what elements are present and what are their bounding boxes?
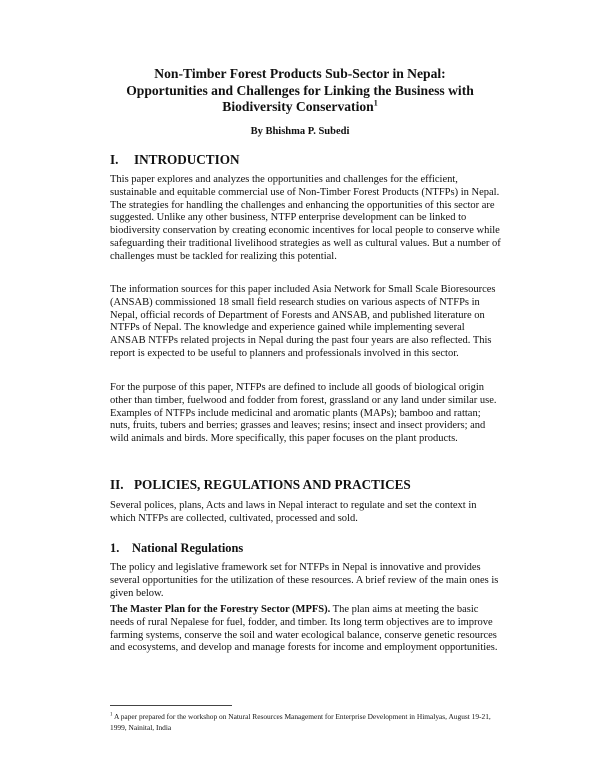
author-byline: By Bhishma P. Subedi <box>250 126 350 137</box>
national-paragraph-1: The policy and legislative framework set for NTFPs in Nepal is innovative and provides several opportunities for the utilization of these resources. A brief review of the main ones is given below. <box>110 562 499 599</box>
paper-title <box>90 66 510 116</box>
title-line-1: Non-Timber Forest Products Sub-Sector in Nepal: <box>154 66 446 81</box>
section-title: POLICIES, REGULATIONS AND PRACTICES <box>134 477 411 492</box>
footnote-separator <box>110 705 232 706</box>
policies-paragraph-1: Several polices, plans, Acts and laws in Nepal interact to regulate and set the context in which NTFPs are collected, cultivated, processed and sold. <box>110 500 477 524</box>
subsection-heading-national-regulations <box>110 541 243 556</box>
mpfs-lead-in: The Master Plan for the Forestry Sector (MPFS). <box>110 604 331 615</box>
title-line-3: Biodiversity Conservation <box>222 99 374 114</box>
section-heading-introduction <box>110 152 240 168</box>
intro-paragraph-1: This paper explores and analyzes the opportunities and challenges for the efficient, sustainable and equitable commercial use of Non-Timber Forest Products (NTFPs) in Nepal. The strategies for handling the challenges and enhancing the opportunities of this sector are suggested. Unlike any other business, NTFP enterprise development can be linked to biodiversity conservation by creating economic incentives for local people to conserve while safeguarding their traditional livelihood strategies as well as cultural values. But a number of challenges must be tackled for realizing this potential. <box>110 174 501 262</box>
section-title: INTRODUCTION <box>134 152 240 167</box>
section-number: I. <box>110 152 119 167</box>
subsection-number: 1. <box>110 541 120 555</box>
intro-paragraph-2: The information sources for this paper included Asia Network for Small Scale Bioresources (ANSAB) commissioned 18 small field research studies on various aspects of NTFPs in Nepal, official records of Department of Forests and ANSAB, and published literature on NTFPs of Nepal. The knowledge and experience gained while implementing several ANSAB NTFPs related projects in Nepal during the past four years are also reflected. This report is expected to be useful to planners and professionals involved in this sector. <box>110 284 496 359</box>
mpfs-text: The plan aims at meeting the basic needs of rural Nepalese for fuel, fodder, and timber. Its long term objectives are to improve farming systems, conserve the soil and water ecological balance, conserve genetic resources and ecosystems, and develop and manage forests for income and employment opportunities. <box>110 604 498 654</box>
title-line-2: Opportunities and Challenges for Linking the Business with <box>126 82 474 98</box>
mpfs-paragraph <box>110 604 502 655</box>
section-number: II. <box>110 477 124 492</box>
intro-paragraph-3: For the purpose of this paper, NTFPs are defined to include all goods of biological origin other than timber, fuelwood and fodder from forest, grassland or any land under similar use. Examples of NTFPs include medicinal and aromatic plants (MAPs); bamboo and rattan; nuts, fruits, tubers and berries; grasses and leaves; resins; insect and insect providers; and wild animals and birds. More specifically, this paper focuses on the plant products. <box>110 382 497 445</box>
subsection-title: National Regulations <box>132 541 244 555</box>
section-heading-policies <box>110 477 411 493</box>
footnote <box>110 711 505 733</box>
footnote-mark: 1 <box>110 712 113 718</box>
title-footnote-mark: 1 <box>373 98 378 108</box>
footnote-text: A paper prepared for the workshop on Natural Resources Management for Enterprise Development in Himalyas, August 19-21, 1999, Nainital, India <box>110 712 491 732</box>
